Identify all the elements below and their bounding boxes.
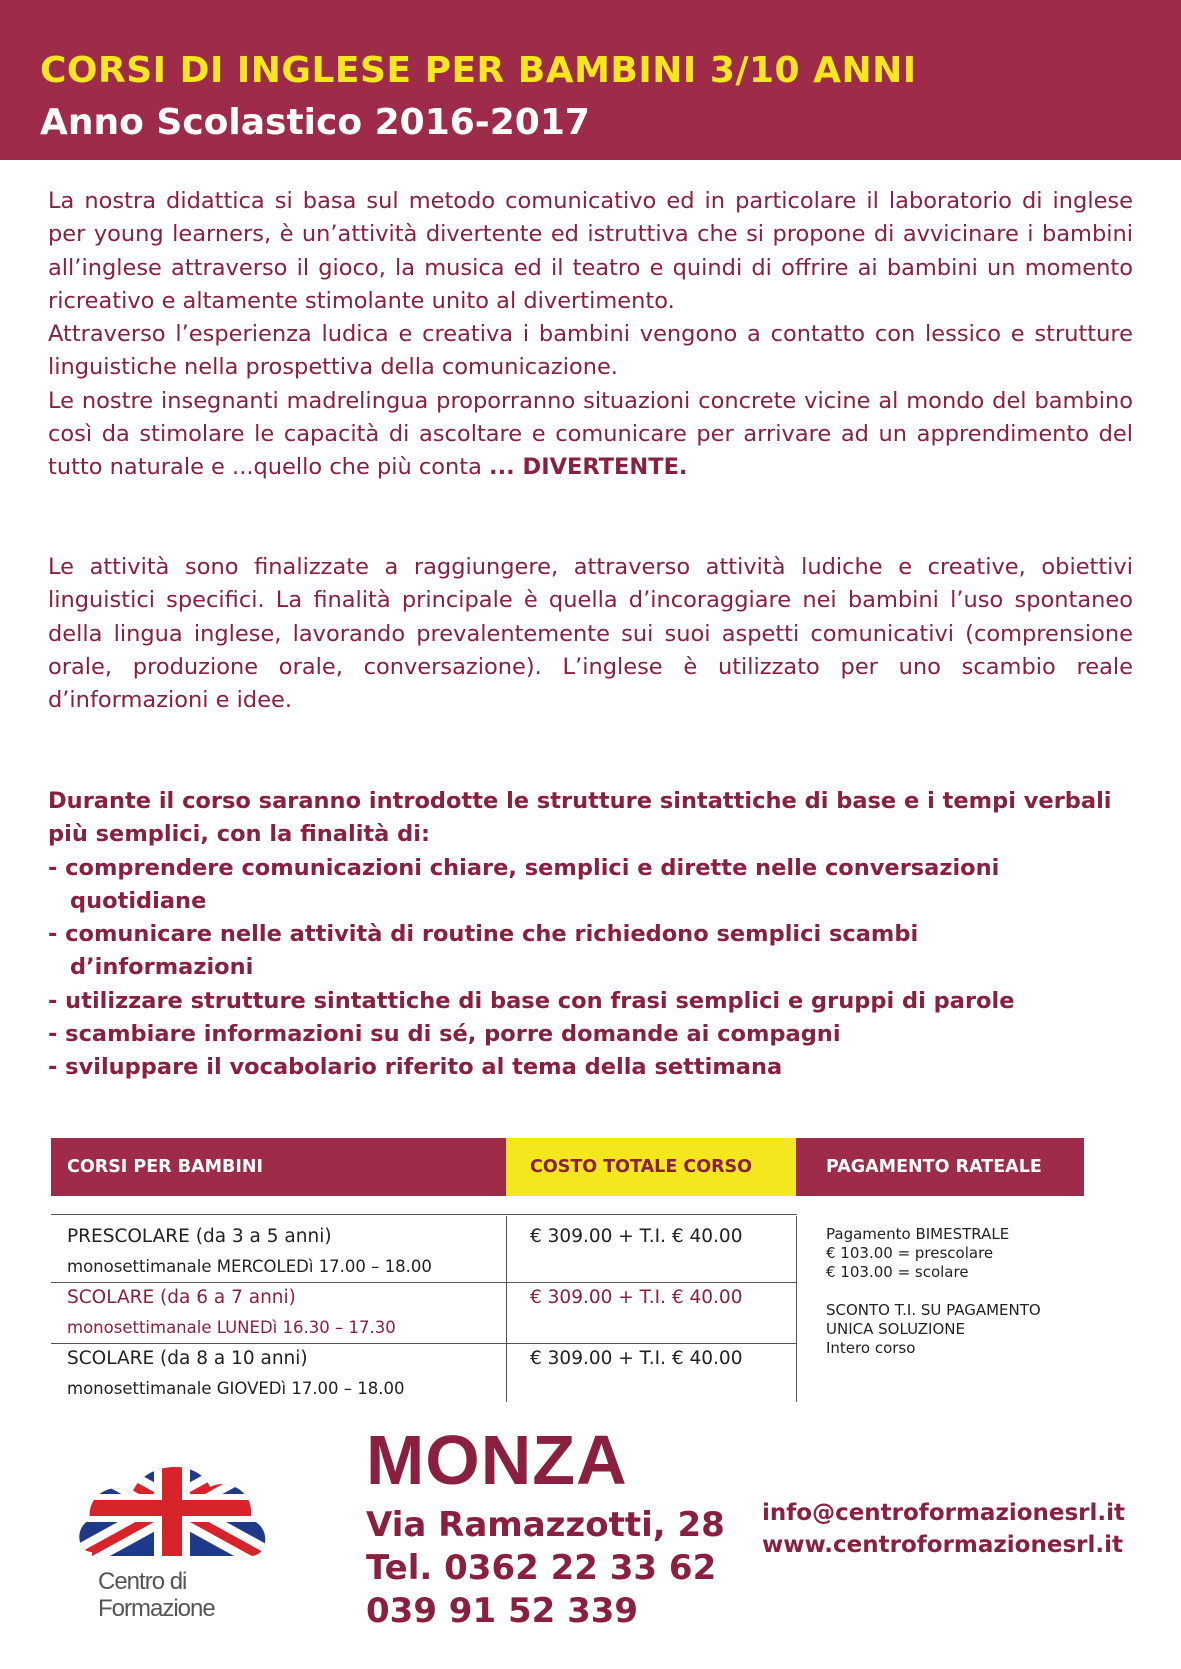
payment-line: Pagamento BIMESTRALE bbox=[826, 1225, 1010, 1243]
email-link[interactable]: info@centroformazionesrl.it bbox=[762, 1500, 1126, 1526]
table-column-divider bbox=[796, 1216, 797, 1402]
phone-primary: Tel. 0362 22 33 62 bbox=[366, 1548, 717, 1588]
goal-item-cont: quotidiane bbox=[70, 887, 207, 914]
address: Via Ramazzotti, 28 bbox=[366, 1505, 725, 1545]
payment-line: Intero corso bbox=[826, 1339, 916, 1357]
table-cell-schedule: monosettimanale MERCOLEDì 17.00 – 18.00 bbox=[67, 1257, 432, 1276]
intro-text bbox=[48, 185, 1133, 485]
goals-lead: Durante il corso saranno introdotte le strutture sintattiche di base e i tempi verbali bbox=[48, 788, 1112, 814]
goal-item: - comunicare nelle attività di routine che richiedono semplici scambi bbox=[48, 921, 919, 948]
goal-item: - sviluppare il vocabolario riferito al tema della settimana bbox=[48, 1054, 783, 1081]
table-top-rule bbox=[51, 1214, 797, 1215]
table-cell-cost: € 309.00 + T.I. € 40.00 bbox=[530, 1226, 743, 1247]
logo-text-line-2: Formazione bbox=[98, 1595, 215, 1622]
goal-item-cont: d’informazioni bbox=[70, 954, 254, 981]
table-column-divider bbox=[506, 1216, 507, 1402]
table-cell-cost: € 309.00 + T.I. € 40.00 bbox=[530, 1348, 743, 1369]
website-link[interactable]: www.centroformazionesrl.it bbox=[762, 1532, 1123, 1558]
intro-paragraph-3-text: Le nostre insegnanti madrelingua proporranno situazioni concrete vicine al mondo del bambino così da stimolare le capacità di ascoltare e comunicare per arrivare ad un apprendimento del tutto naturale e ...quello che più conta bbox=[48, 387, 1133, 481]
goal-item: - comprendere comunicazioni chiare, semplici e dirette nelle conversazioni bbox=[48, 854, 1000, 881]
intro-paragraph-3 bbox=[48, 385, 1133, 485]
header-banner bbox=[0, 0, 1181, 160]
table-row-divider bbox=[51, 1282, 797, 1283]
activities-paragraph: Le attività sono finalizzate a raggiungere, attraverso attività ludiche e creative, obiettivi linguistici specifici. La finalità principale è quella d’incoraggiare nei bambini l’uso spontaneo della lingua inglese, lavorando prevalentemente sui suoi aspetti comunicativi (comprensione orale, produzione orale, conversazione). L’inglese è utilizzato per uno scambio reale d’informazioni e idee. bbox=[48, 554, 1133, 714]
table-cell-schedule: monosettimanale GIOVEDì 17.00 – 18.00 bbox=[67, 1379, 405, 1398]
table-cell-course: PRESCOLARE (da 3 a 5 anni) bbox=[67, 1226, 332, 1247]
logo-text-line-1: Centro di bbox=[98, 1568, 187, 1595]
intro-paragraph-2: Attraverso l’esperienza ludica e creativa i bambini vengono a contatto con lessico e strutture linguistiche nella prospettiva della comunicazione. bbox=[48, 321, 1133, 381]
table-header-payment: PAGAMENTO RATEALE bbox=[796, 1138, 1084, 1196]
intro-paragraph-1: La nostra didattica si basa sul metodo comunicativo ed in particolare il laboratorio di inglese per young learners, è un’attività divertente ed istruttiva che si propone di avvicinare i bambini all’inglese attraverso il gioco, la musica ed il teatro e quindi di offrire ai bambini un momento ricreativo e altamente stimolante unito al divertimento. bbox=[48, 188, 1133, 314]
table-cell-course: SCOLARE (da 6 a 7 anni) bbox=[67, 1287, 296, 1308]
payment-line: UNICA SOLUZIONE bbox=[826, 1320, 965, 1338]
table-header-courses: CORSI PER BAMBINI bbox=[51, 1138, 506, 1196]
payment-line: € 103.00 = prescolare bbox=[826, 1244, 994, 1262]
table-cell-cost: € 309.00 + T.I. € 40.00 bbox=[530, 1287, 743, 1308]
city-name: MONZA bbox=[366, 1421, 628, 1499]
goals-list bbox=[48, 785, 1148, 1085]
payment-line: SCONTO T.I. SU PAGAMENTO bbox=[826, 1301, 1041, 1319]
payment-line: € 103.00 = scolare bbox=[826, 1263, 969, 1281]
goals-lead-cont: più semplici, con la finalità di: bbox=[48, 821, 430, 848]
page-title: CORSI DI INGLESE PER BAMBINI 3/10 ANNI bbox=[40, 50, 917, 91]
activities-text bbox=[48, 551, 1133, 717]
table-header-cost: COSTO TOTALE CORSO bbox=[506, 1138, 796, 1196]
phone-secondary: 039 91 52 339 bbox=[366, 1591, 639, 1631]
intro-emphasis: ... DIVERTENTE. bbox=[489, 454, 688, 481]
goal-item: - scambiare informazioni su di sé, porre domande ai compagni bbox=[48, 1021, 841, 1048]
table-row-divider bbox=[51, 1343, 797, 1344]
table-cell-course: SCOLARE (da 8 a 10 anni) bbox=[67, 1348, 308, 1369]
page-subtitle: Anno Scolastico 2016-2017 bbox=[40, 102, 590, 143]
goal-item: - utilizzare strutture sintattiche di base con frasi semplici e gruppi di parole bbox=[48, 987, 1015, 1014]
table-cell-schedule: monosettimanale LUNEDì 16.30 – 17.30 bbox=[67, 1318, 396, 1337]
